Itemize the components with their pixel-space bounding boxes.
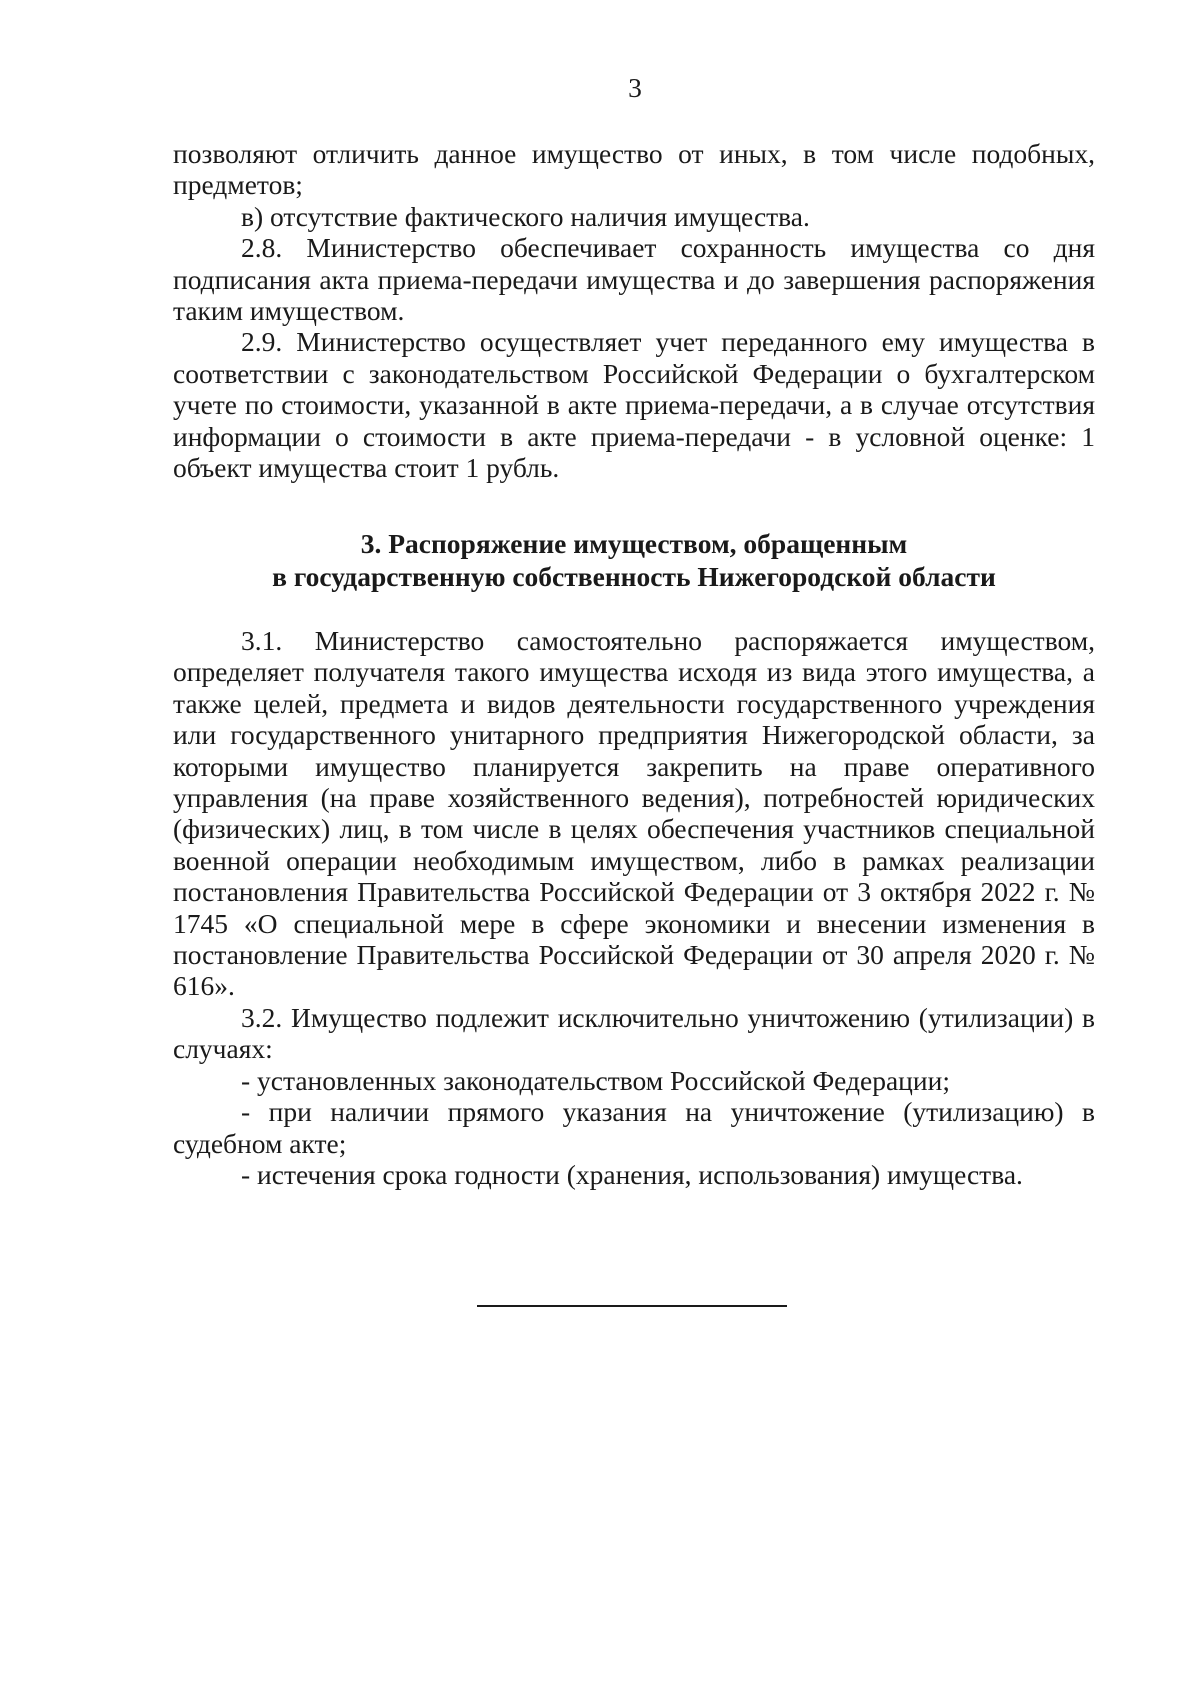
paragraph-2-8: 2.8. Министерство обеспечивает сохранность имущества со дня подписания акта приема-передачи имущества и до завершения распоряжения таким имуществом. — [173, 232, 1095, 327]
page-number: 3 — [628, 72, 642, 103]
section-3-heading-line-2: в государственную собственность Нижегородской области — [272, 561, 996, 592]
paragraph-item-v: в) отсутствие фактического наличия имущества. — [241, 200, 810, 232]
list-item-expiry: - истечения срока годности (хранения, использования) имущества. — [241, 1158, 1023, 1190]
list-item-legislation: - установленных законодательством Российской Федерации; — [241, 1064, 950, 1096]
paragraph-continuation: позволяют отличить данное имущество от иных, в том числе подобных, предметов; — [173, 138, 1095, 201]
paragraph-3-2: 3.2. Имущество подлежит исключительно уничтожению (утилизации) в случаях: — [173, 1001, 1095, 1065]
paragraph-2-9: 2.9. Министерство осуществляет учет переданного ему имущества в соответствии с законодательством Российской Федерации о бухгалтерском учете по стоимости, указанной в акте приема-передачи, а в случае отсутствия информации о стоимости в акте приема-передачи - в условной оценке: 1 объект имущества стоит 1 рубль. — [173, 326, 1095, 484]
intro-text-block — [173, 138, 1095, 483]
end-of-document-rule — [477, 1305, 787, 1307]
list-item-court-act: - при наличии прямого указания на уничтожение (утилизацию) в судебном акте; — [173, 1096, 1095, 1159]
section-3-heading — [173, 527, 1095, 593]
section-3-heading-line-1: 3. Распоряжение имуществом, обращенным — [360, 528, 908, 559]
paragraph-3-1: 3.1. Министерство самостоятельно распоряжается имуществом, определяет получателя такого имущества исходя из вида этого имущества, а также целей, предмета и видов деятельности государственного учреждения или государственного унитарного предприятия Нижегородской области, за которыми имущество планируется закрепить на праве оперативного управления (на праве хозяйственного ведения), потребностей юридических (физических) лиц, в том числе в целях обеспечения участников специальной военной операции необходимым имуществом, либо в рамках реализации постановления Правительства Российской Федерации от 3 октября 2022 г. № 1745 «О специальной мере в сфере экономики и внесении изменения в постановление Правительства Российской Федерации от 30 апреля 2020 г. № 616». — [173, 625, 1095, 1002]
section-3-body — [173, 625, 1095, 1190]
